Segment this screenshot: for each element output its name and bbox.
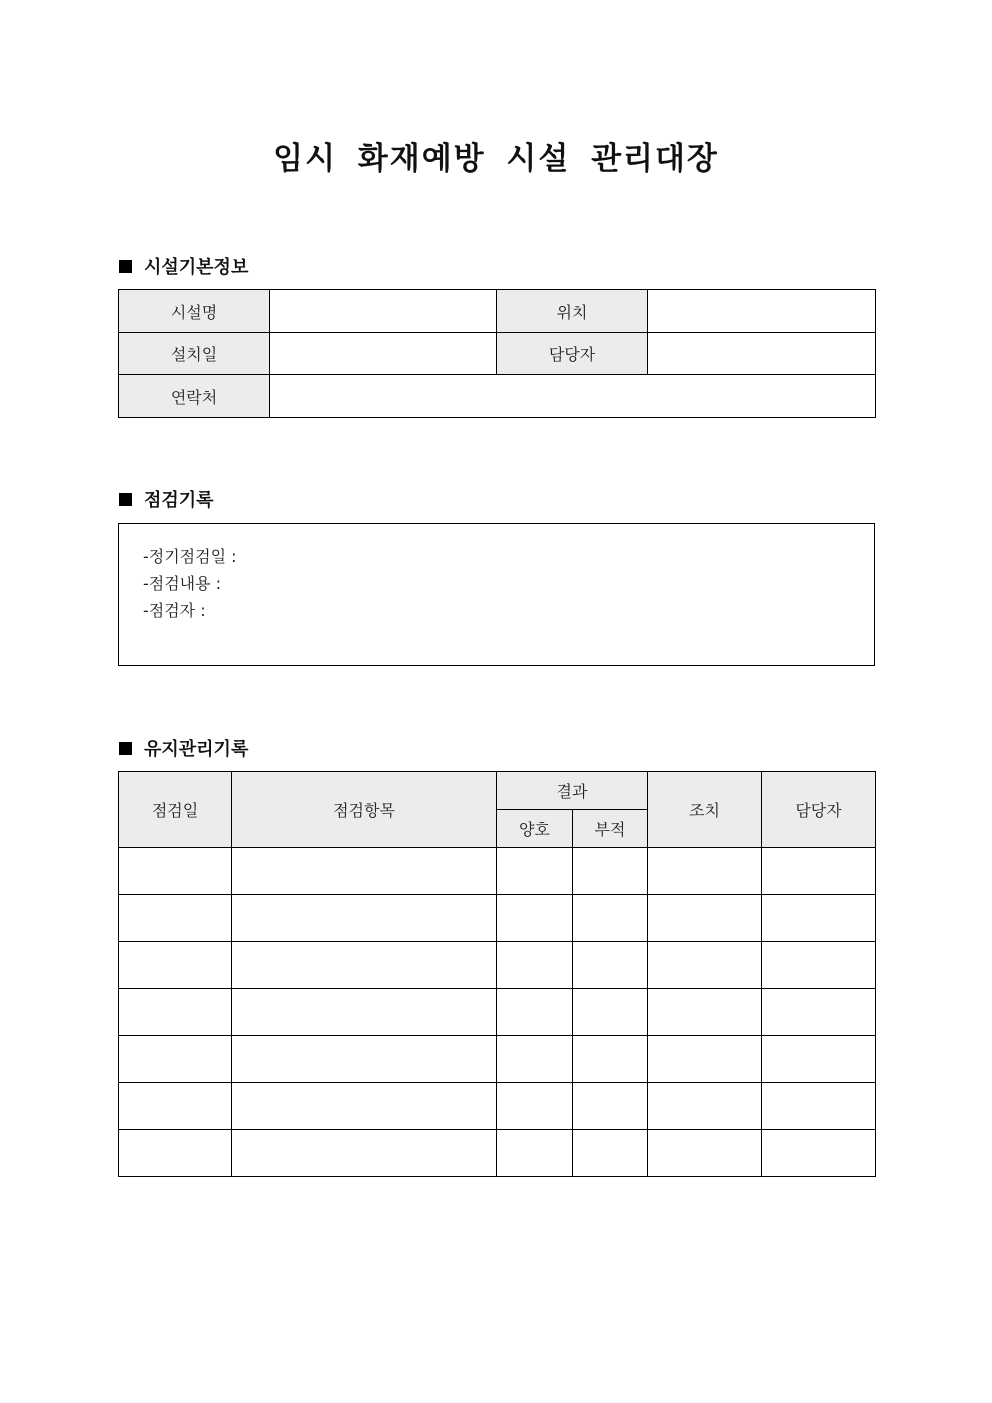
col-header-good: 양호 bbox=[497, 810, 573, 848]
table-row bbox=[119, 942, 876, 989]
page-title: 임시 화재예방 시설 관리대장 bbox=[273, 141, 719, 177]
square-bullet-icon bbox=[119, 742, 132, 755]
inspection-record-box[interactable] bbox=[118, 523, 875, 666]
location-label: 위치 bbox=[497, 290, 648, 333]
item-cell[interactable] bbox=[232, 895, 497, 942]
square-bullet-icon bbox=[119, 493, 132, 506]
item-cell[interactable] bbox=[232, 942, 497, 989]
table-row bbox=[119, 848, 876, 895]
col-header-item: 점검항목 bbox=[232, 772, 497, 848]
manager-cell[interactable] bbox=[762, 989, 876, 1036]
square-bullet-icon bbox=[119, 260, 132, 273]
date-cell[interactable] bbox=[119, 895, 232, 942]
bad-cell[interactable] bbox=[573, 1036, 648, 1083]
item-cell[interactable] bbox=[232, 1036, 497, 1083]
action-cell[interactable] bbox=[648, 942, 762, 989]
section-heading-label: 시설기본정보 bbox=[144, 257, 249, 278]
bad-cell[interactable] bbox=[573, 942, 648, 989]
date-cell[interactable] bbox=[119, 989, 232, 1036]
action-cell[interactable] bbox=[648, 1036, 762, 1083]
basic-info-table bbox=[118, 289, 876, 418]
manager-cell[interactable] bbox=[762, 1083, 876, 1130]
install-date-field[interactable] bbox=[270, 333, 497, 375]
section-heading-basic-info bbox=[119, 253, 248, 279]
bad-cell[interactable] bbox=[573, 848, 648, 895]
good-cell[interactable] bbox=[497, 848, 573, 895]
section-heading-label: 점검기록 bbox=[144, 490, 214, 511]
manager-cell[interactable] bbox=[762, 895, 876, 942]
date-cell[interactable] bbox=[119, 942, 232, 989]
item-cell[interactable] bbox=[232, 989, 497, 1036]
item-cell[interactable] bbox=[232, 1130, 497, 1177]
section-heading-label: 유지관리기록 bbox=[144, 739, 249, 760]
contact-label: 연락처 bbox=[119, 375, 270, 418]
maintenance-table bbox=[118, 771, 876, 1177]
good-cell[interactable] bbox=[497, 1130, 573, 1177]
facility-name-field[interactable] bbox=[270, 290, 497, 333]
good-cell[interactable] bbox=[497, 1083, 573, 1130]
contact-field[interactable] bbox=[270, 375, 876, 418]
action-cell[interactable] bbox=[648, 1130, 762, 1177]
action-cell[interactable] bbox=[648, 1083, 762, 1130]
manager-cell[interactable] bbox=[762, 942, 876, 989]
col-header-manager: 담당자 bbox=[762, 772, 876, 848]
good-cell[interactable] bbox=[497, 1036, 573, 1083]
manager-cell[interactable] bbox=[762, 848, 876, 895]
date-cell[interactable] bbox=[119, 1130, 232, 1177]
manager-field[interactable] bbox=[648, 333, 876, 375]
col-header-bad: 부적 bbox=[573, 810, 648, 848]
bad-cell[interactable] bbox=[573, 1083, 648, 1130]
action-cell[interactable] bbox=[648, 895, 762, 942]
inspection-content-line: -점검내용 : bbox=[143, 574, 222, 593]
install-date-label: 설치일 bbox=[119, 333, 270, 375]
item-cell[interactable] bbox=[232, 1083, 497, 1130]
good-cell[interactable] bbox=[497, 895, 573, 942]
maintenance-rows bbox=[119, 848, 876, 1177]
item-cell[interactable] bbox=[232, 848, 497, 895]
table-row bbox=[119, 895, 876, 942]
manager-cell[interactable] bbox=[762, 1130, 876, 1177]
table-row bbox=[119, 1083, 876, 1130]
section-heading-maintenance bbox=[119, 735, 248, 761]
good-cell[interactable] bbox=[497, 989, 573, 1036]
manager-label: 담당자 bbox=[497, 333, 648, 375]
good-cell[interactable] bbox=[497, 942, 573, 989]
table-row bbox=[119, 1036, 876, 1083]
bad-cell[interactable] bbox=[573, 989, 648, 1036]
date-cell[interactable] bbox=[119, 1083, 232, 1130]
location-field[interactable] bbox=[648, 290, 876, 333]
col-header-date: 점검일 bbox=[119, 772, 232, 848]
bad-cell[interactable] bbox=[573, 895, 648, 942]
bad-cell[interactable] bbox=[573, 1130, 648, 1177]
section-heading-inspection bbox=[119, 486, 214, 512]
action-cell[interactable] bbox=[648, 848, 762, 895]
inspector-line: -점검자 : bbox=[143, 601, 206, 620]
date-cell[interactable] bbox=[119, 1036, 232, 1083]
inspection-date-line: -정기점검일 : bbox=[143, 547, 237, 566]
action-cell[interactable] bbox=[648, 989, 762, 1036]
facility-name-label: 시설명 bbox=[119, 290, 270, 333]
table-row bbox=[119, 1130, 876, 1177]
table-row bbox=[119, 989, 876, 1036]
date-cell[interactable] bbox=[119, 848, 232, 895]
manager-cell[interactable] bbox=[762, 1036, 876, 1083]
col-header-result: 결과 bbox=[497, 772, 648, 810]
col-header-action: 조치 bbox=[648, 772, 762, 848]
